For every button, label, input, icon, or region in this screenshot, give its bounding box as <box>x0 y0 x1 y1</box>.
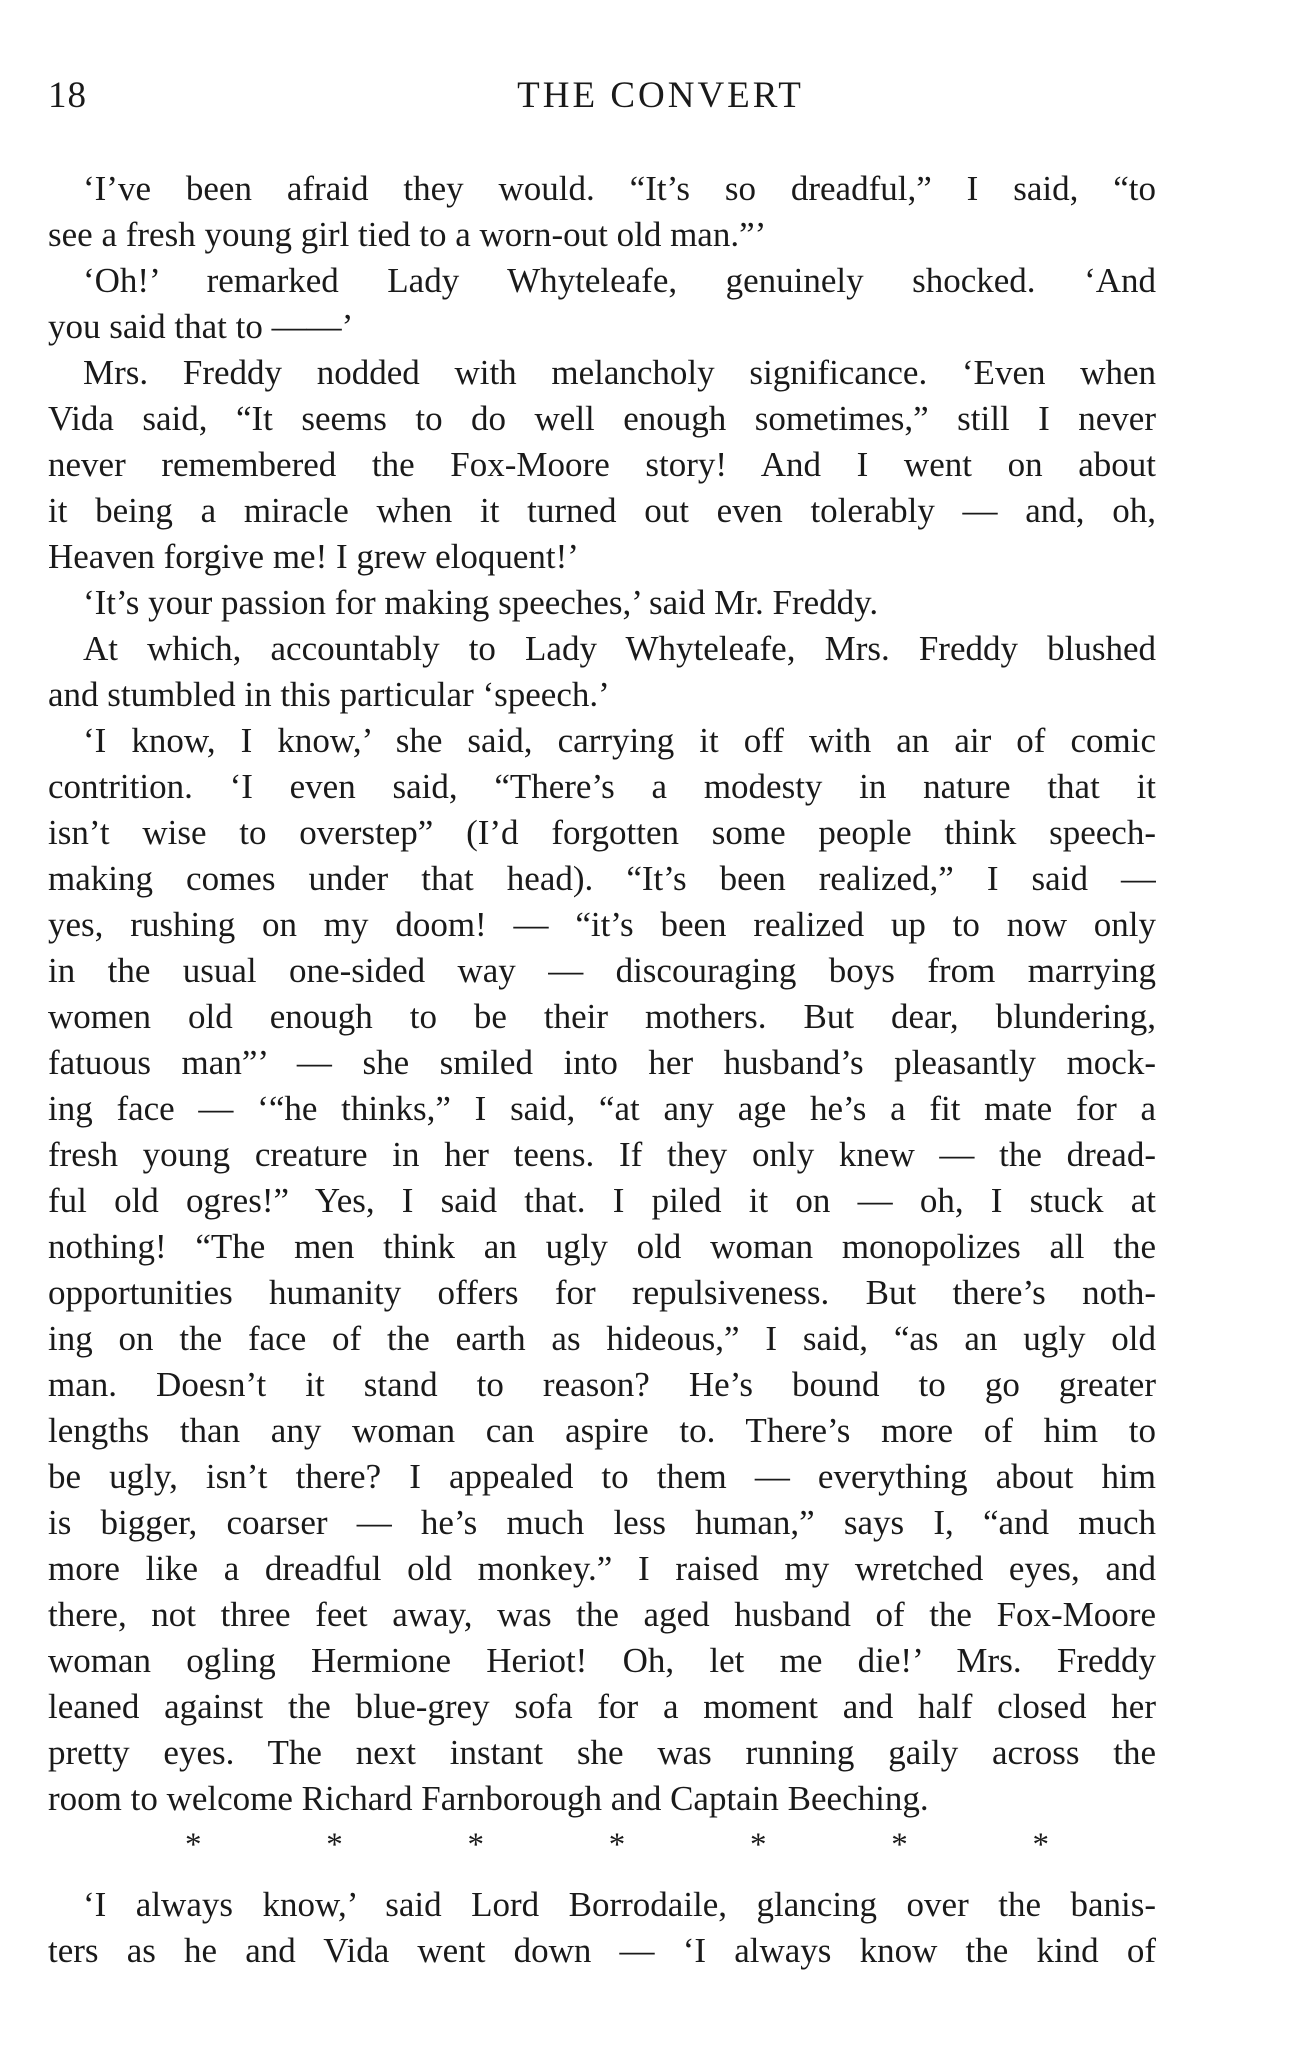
text-line: room to welcome Richard Farnborough and Captain Beeching. <box>48 1779 929 1818</box>
asterisk: * <box>891 1827 908 1863</box>
text-line: contrition. ‘I even said, “There’s a modesty in nature that it <box>48 767 1156 806</box>
text-line: it being a miracle when it turned out even tolerably — and, oh, <box>48 491 1156 530</box>
text-line: ‘I’ve been afraid they would. “It’s so dreadful,” I said, “to <box>83 169 1156 208</box>
text-line: leaned against the blue-grey sofa for a moment and half closed her <box>48 1687 1156 1726</box>
text-line: is bigger, coarser — he’s much less human,” says I, “and much <box>48 1503 1156 1542</box>
text-line: more like a dreadful old monkey.” I raised my wretched eyes, and <box>48 1549 1156 1588</box>
text-line: ters as he and Vida went down — ‘I always know the kind of <box>48 1931 1156 1970</box>
asterisk: * <box>185 1827 202 1863</box>
text-line: woman ogling Hermione Heriot! Oh, let me die!’ Mrs. Freddy <box>48 1641 1156 1680</box>
text-line: Mrs. Freddy nodded with melancholy significance. ‘Even when <box>83 353 1156 392</box>
text-line: lengths than any woman can aspire to. There’s more of him to <box>48 1411 1156 1450</box>
text-line: be ugly, isn’t there? I appealed to them — everything about him <box>48 1457 1156 1496</box>
text-line: see a fresh young girl tied to a worn-out old man.”’ <box>48 215 767 254</box>
text-line: Heaven forgive me! I grew eloquent!’ <box>48 537 579 576</box>
text-line: pretty eyes. The next instant she was running gaily across the <box>48 1733 1156 1772</box>
asterisk: * <box>326 1827 343 1863</box>
text-line: At which, accountably to Lady Whyteleafe, Mrs. Freddy blushed <box>83 629 1156 668</box>
text-line: man. Doesn’t it stand to reason? He’s bound to go greater <box>48 1365 1156 1404</box>
text-line: ‘Oh!’ remarked Lady Whyteleafe, genuinely shocked. ‘And <box>83 261 1156 300</box>
text-line: yes, rushing on my doom! — “it’s been realized up to now only <box>48 905 1156 944</box>
closing-paragraph <box>48 1882 1156 1974</box>
text-line: making comes under that head). “It’s been realized,” I said — <box>48 859 1156 898</box>
text-line: never remembered the Fox-Moore story! And I went on about <box>48 445 1156 484</box>
text-line: ing on the face of the earth as hideous,” I said, “as an ugly old <box>48 1319 1156 1358</box>
text-line: women old enough to be their mothers. But dear, blundering, <box>48 997 1156 1036</box>
text-line: there, not three feet away, was the aged husband of the Fox-Moore <box>48 1595 1156 1634</box>
text-line: you said that to ——’ <box>48 307 354 346</box>
text-line: Vida said, “It seems to do well enough sometimes,” still I never <box>48 399 1156 438</box>
text-line: ‘I always know,’ said Lord Borrodaile, glancing over the banis- <box>83 1885 1156 1924</box>
page-number: 18 <box>48 75 87 116</box>
text-line: opportunities humanity offers for repulsiveness. But there’s noth- <box>48 1273 1156 1312</box>
section-separator <box>185 1822 1049 1868</box>
asterisk: * <box>750 1827 767 1863</box>
body-text <box>48 166 1156 1974</box>
asterisk: * <box>608 1827 626 1863</box>
text-line: fresh young creature in her teens. If they only knew — the dread- <box>48 1135 1156 1174</box>
main-paragraphs <box>48 166 1156 1822</box>
text-line: ing face — ‘“he thinks,” I said, “at any age he’s a fit mate for a <box>48 1089 1156 1128</box>
text-line: in the usual one-sided way — discouraging boys from marrying <box>48 951 1156 990</box>
text-line: ‘I know, I know,’ she said, carrying it off with an air of comic <box>83 721 1156 760</box>
text-line: ‘It’s your passion for making speeches,’ said Mr. Freddy. <box>83 583 879 622</box>
running-title: THE CONVERT <box>517 75 804 116</box>
asterisk: * <box>1032 1827 1049 1863</box>
asterisk: * <box>467 1827 484 1863</box>
text-line: nothing! “The men think an ugly old woman monopolizes all the <box>48 1227 1156 1266</box>
text-line: fatuous man”’ — she smiled into her husband’s pleasantly mock- <box>48 1043 1156 1082</box>
text-line: isn’t wise to overstep” (I’d forgotten some people think speech- <box>48 813 1156 852</box>
text-line: and stumbled in this particular ‘speech.’ <box>48 675 610 714</box>
text-line: ful old ogres!” Yes, I said that. I piled it on — oh, I stuck at <box>48 1181 1156 1220</box>
